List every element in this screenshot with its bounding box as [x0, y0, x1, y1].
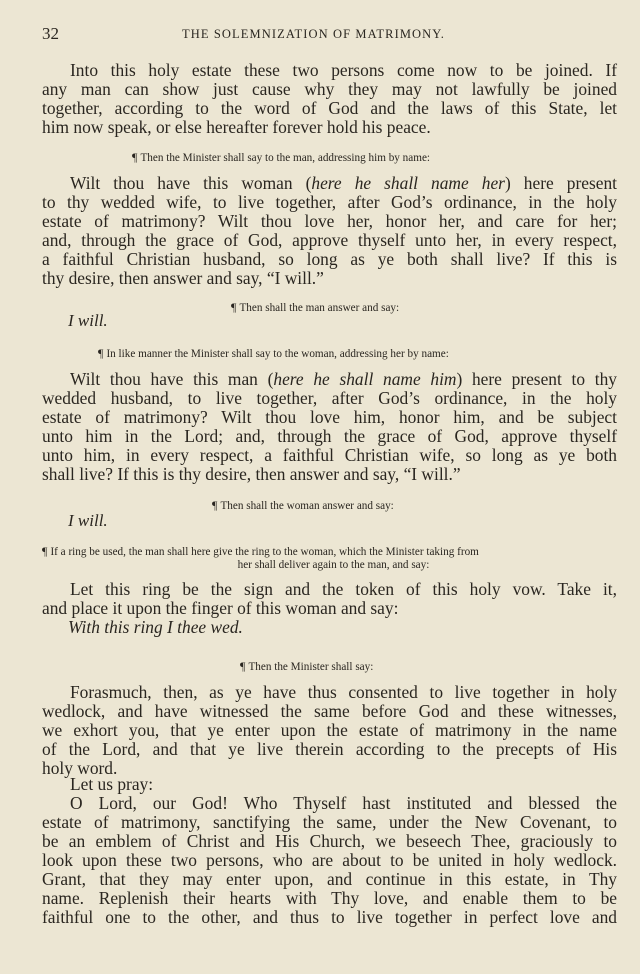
text-line: and place it upon the finger of this woman and say: — [42, 598, 399, 618]
text-line: holy word. — [42, 758, 118, 778]
italic-direction: here he shall name him — [273, 369, 457, 389]
rubric-line: her shall deliver again to the man, and say: — [237, 559, 430, 571]
text-line: shall live? If this is thy desire, then answer and say, “I will.” — [42, 464, 461, 484]
paragraph-exhortation — [42, 683, 617, 778]
text-line: be an emblem of Christ and His Church, we beseech Thee, graciously to — [42, 831, 617, 851]
text-line: Wilt thou have this man (here he shall name him) here present to thy — [70, 369, 617, 389]
text-line: wedlock, and have witnessed the same before God and these witnesses, — [42, 701, 617, 721]
pilcrow-icon: ¶ — [231, 300, 237, 314]
text-line: Grant, that they may enter upon, and continue in this estate, in Thy — [42, 869, 617, 889]
pilcrow-icon: ¶ — [132, 150, 138, 164]
text-line: Wilt thou have this woman (here he shall name her) here present — [70, 173, 618, 193]
text-line: we exhort you, that ye enter upon the estate of matrimony in the name — [42, 720, 617, 740]
italic-direction: here he shall name her — [311, 173, 505, 193]
rubric-minister-to-man — [132, 151, 430, 165]
text-line: any man can show just cause why they may not lawfully be joined — [42, 79, 617, 99]
rubric-text: In like manner the Minister shall say to the woman, addressing her by name: — [106, 348, 449, 360]
pilcrow-icon: ¶ — [212, 498, 218, 512]
text-line: look upon these two persons, who are about to be united in holy wedlock. — [42, 850, 617, 870]
rubric-line: ¶ If a ring be used, the man shall here give the ring to the woman, which the Minister taking from — [42, 544, 479, 558]
ring-vow-line: With this ring I thee wed. — [68, 617, 243, 637]
response-woman: I will. — [68, 511, 108, 530]
text-line: him now speak, or else hereafter forever hold his peace. — [42, 117, 431, 137]
pilcrow-icon: ¶ — [240, 659, 246, 673]
rubric-text: Then shall the woman answer and say: — [220, 500, 394, 512]
text-line: wedded husband, to live together, after God’s ordinance, in the holy — [42, 388, 617, 408]
text-line: faithful one to the other, and thus to live together in perfect love and — [42, 907, 617, 927]
rubric-text: Then shall the man answer and say: — [239, 302, 400, 314]
text-line: unto him, in every respect, a faithful Christian wife, so long as ye both — [42, 445, 617, 465]
rubric-ring — [42, 545, 617, 572]
text-line: Into this holy estate these two persons come now to be joined. If — [70, 60, 617, 80]
text-line: a faithful Christian husband, so long as ye both shall live? If this is — [42, 249, 617, 269]
running-head: THE SOLEMNIZATION OF MATRIMONY. — [182, 27, 446, 41]
text-line: Let us pray: — [70, 774, 154, 794]
page-header — [42, 24, 614, 46]
text-line: Let this ring be the sign and the token of this holy vow. Take it, — [70, 579, 617, 599]
paragraph-intro — [42, 61, 617, 137]
text-line: of the Lord, and that ye live therein according to the precepts of His — [42, 739, 617, 759]
text-line: to thy wedded wife, to live together, after God’s ordinance, in the holy — [42, 192, 617, 212]
text-line: and, through the grace of God, approve thyself unto her, in every respect, — [42, 230, 617, 250]
text-line: name. Replenish their hearts with Thy love, and enable them to be — [42, 888, 617, 908]
rubric-minister-say — [240, 660, 373, 674]
rubric-text: Then the Minister shall say: — [248, 661, 374, 673]
page-number: 32 — [42, 24, 59, 43]
rubric-man-answer — [231, 301, 399, 315]
rubric-woman-answer — [212, 499, 394, 513]
response-man: I will. — [68, 311, 108, 330]
text-line: together, according to the word of God and the laws of this State, let — [42, 98, 617, 118]
pilcrow-icon: ¶ — [98, 346, 104, 360]
text-line: O Lord, our God! Who Thyself hast instituted and blessed the — [70, 793, 617, 813]
paragraph-let-us-pray — [42, 775, 617, 794]
paragraph-ring — [42, 580, 617, 637]
paragraph-prayer — [42, 794, 617, 927]
text-line: estate of matrimony, sanctifying the same, under the New Covenant, to — [42, 812, 617, 832]
rubric-minister-to-woman — [98, 347, 449, 361]
text-line: thy desire, then answer and say, “I will.” — [42, 268, 324, 288]
paragraph-question-woman — [42, 370, 617, 484]
text-line: estate of matrimony? Wilt thou love him, honor him, and be subject — [42, 407, 617, 427]
text-line: unto him in the Lord; and, through the grace of God, approve thyself — [42, 426, 617, 446]
pilcrow-icon: ¶ — [42, 544, 48, 558]
text-line: Forasmuch, then, as ye have thus consented to live together in holy — [70, 682, 617, 702]
paragraph-question-man — [42, 174, 617, 288]
rubric-text: Then the Minister shall say to the man, addressing him by name: — [140, 152, 431, 164]
text-line: estate of matrimony? Wilt thou love her, honor her, and care for her; — [42, 211, 617, 231]
